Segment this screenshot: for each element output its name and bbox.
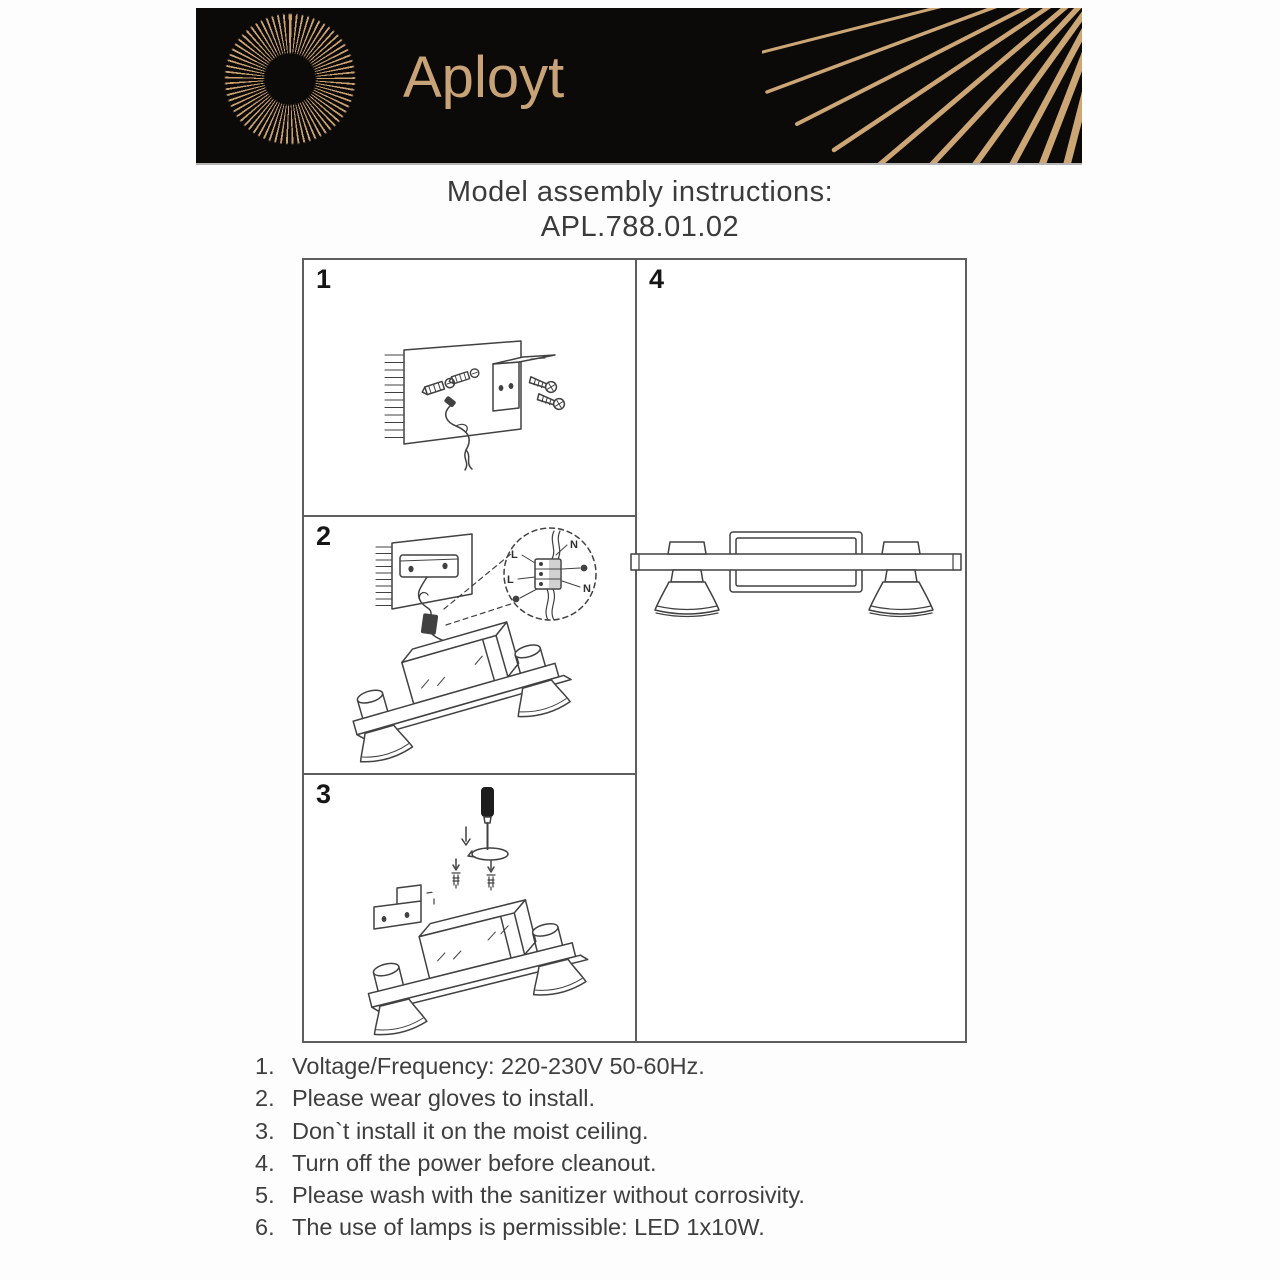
wire-label-n-top: N (570, 539, 578, 551)
wire-label-l-mid: L (507, 574, 514, 586)
instruction-item (250, 1115, 1010, 1147)
instruction-item (250, 1050, 1010, 1082)
instruction-list (250, 1050, 1010, 1244)
assembled-fixture-panel (635, 258, 967, 1043)
title-block (0, 176, 1280, 244)
corner-rays-decoration (762, 8, 1082, 163)
screwdriver-icon (481, 787, 494, 817)
instruction-number: 5. (255, 1182, 275, 1209)
instruction-text: Please wash with the sanitizer without corrosivity. (292, 1182, 805, 1209)
instruction-text: Voltage/Frequency: 220-230V 50-60Hz. (292, 1053, 705, 1079)
instruction-text: The use of lamps is permissible: LED 1x10W. (292, 1214, 765, 1241)
instruction-number: 1. (255, 1053, 275, 1079)
assembly-step-1-panel (302, 258, 637, 517)
wire-label-l-top: L (511, 549, 518, 561)
step-number: 3 (316, 779, 332, 809)
step-3-drawing (304, 775, 635, 1041)
instruction-item (250, 1211, 1010, 1243)
instruction-number: 6. (255, 1214, 275, 1241)
instruction-text: Please wear gloves to install. (292, 1085, 596, 1112)
model-number: APL.788.01.02 (540, 211, 740, 243)
page-title: Model assembly instructions: (446, 176, 834, 208)
ground-screw-icon (581, 565, 588, 572)
step-number: 4 (649, 264, 665, 294)
step-1-drawing (304, 260, 635, 515)
assembly-step-2-panel (302, 515, 637, 775)
assembly-step-3-panel (302, 773, 637, 1043)
instruction-number: 4. (255, 1149, 275, 1176)
brand-name: Aployt (403, 45, 565, 110)
instruction-number: 3. (255, 1117, 275, 1144)
instruction-text: Turn off the power before cleanout. (292, 1149, 657, 1176)
sunburst-logo-icon (218, 8, 362, 151)
instruction-item (250, 1082, 1010, 1114)
instruction-item (250, 1179, 1010, 1211)
step-number: 2 (316, 521, 332, 551)
assembled-fixture-drawing (637, 260, 965, 1041)
instruction-text: Don`t install it on the moist ceiling. (292, 1117, 649, 1144)
step-2-drawing (304, 517, 635, 773)
instruction-item (250, 1147, 1010, 1179)
instruction-number: 2. (255, 1085, 275, 1112)
wire-label-n-mid: N (583, 583, 591, 595)
step-number: 1 (316, 264, 332, 294)
brand-banner (196, 8, 1082, 163)
light-fixture-drawing (335, 609, 578, 766)
ground-screw-icon (513, 596, 520, 603)
